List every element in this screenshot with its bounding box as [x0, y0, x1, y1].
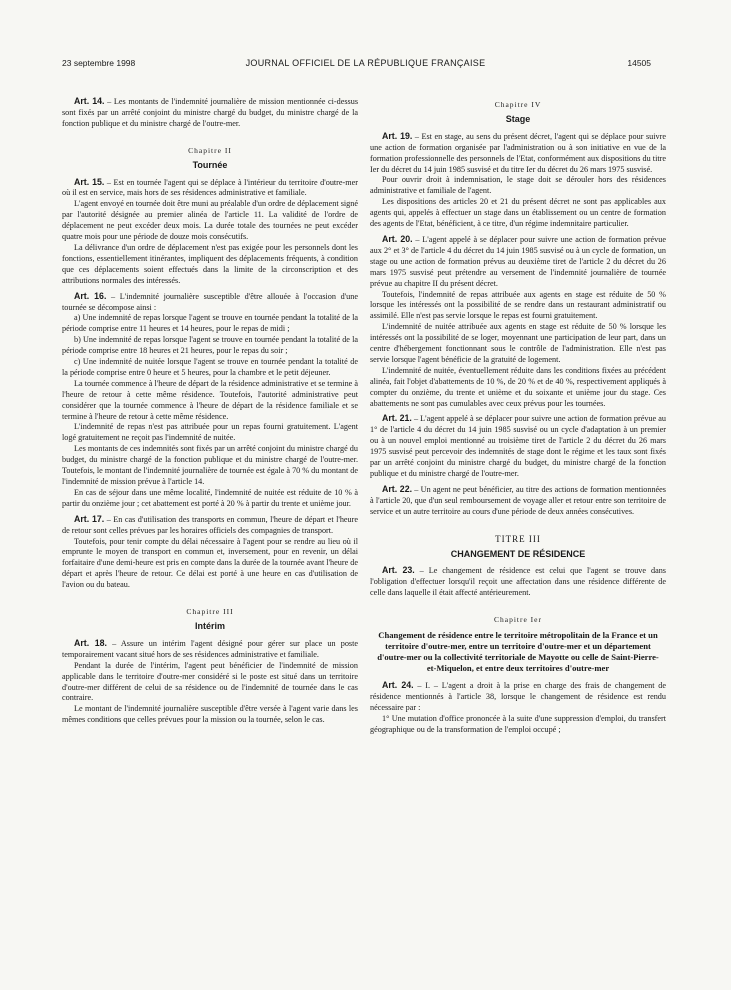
chapter-title: Intérim	[194, 620, 225, 631]
article-text: – L'agent appelé à se déplacer pour suivre une action de formation prévue aux 2° et 3° de l'article 4 du décret du 14 juin 1985 susvisé ou à un cycle de formation, un stage ou une action de formation prévus au deuxième tiret de l'article 2 du décret du 26 mars 1975 susvisé peut prétendre au versement de l'indemnité journalière de tournée prévue au chapitre II du présent décret.	[370, 234, 667, 288]
header-journal-title: JOURNAL OFFICIEL DE LA RÉPUBLIQUE FRANÇAISE	[245, 58, 486, 68]
paragraph: 1° Une mutation d'office prononcée à la suite d'une suppression d'emploi, du transfert géographique ou de la transformation de l'emploi occupé ;	[370, 713, 666, 734]
paragraph: En cas de séjour dans une même localité, l'indemnité de nuitée est réduite de 10 % à partir du onzième jour ; cet abattement est porté à 20 % à partir du trente et unième jour.	[62, 487, 358, 508]
paragraph: L'indemnité de repas n'est pas attribuée pour un repas fourni gratuitement. L'agent logé gratuitement ne reçoit pas l'indemnité de nuitée.	[62, 422, 358, 443]
article-16	[62, 291, 358, 314]
article-19	[370, 131, 666, 176]
paragraph: L'agent envoyé en tournée doit être muni au préalable d'un ordre de déplacement signé par l'autorité désignée au premier alinéa de l'article 11. La validité de l'ordre de déplacement ne peut excéder deux mois. La durée totale des tournées ne peut excéder quatre mois pour une période de douze mois consécutifs.	[62, 199, 358, 242]
chapter-title: Changement de résidence entre le territoire métropolitain de la France et un territoire d'outre-mer, entre un territoire d'outre-mer et un département d'outre-mer ou la collectivité territoriale de Mayotte ou celle de Saint-Pierre-et-Miquelon, et entre deux territoires d'outre-mer	[377, 630, 659, 674]
paragraph: Pour ouvrir droit à indemnisation, le stage doit se dérouler hors des résidences administrative et familiale de l'agent.	[370, 175, 666, 196]
list-item: a) Une indemnité de repas lorsque l'agent se trouve en tournée pendant la totalité de la période comprise entre 11 heures et 14 heures, pour le repas de midi ;	[62, 313, 358, 334]
article-text: – L'agent appelé à se déplacer pour suivre une action de formation prévue au 1° de l'article 4 du décret du 14 juin 1985 susvisé ou un cycle d'adaptation à un premier ou à un nouvel emploi mentionné au troisième tiret de l'article 2 du décret du 26 mars 1975 susvisé peut percevoir des indemnités de stage dont le régime et les taux sont fixés par un arrêté conjoint du ministre chargé du budget, du ministre chargé de la fonction publique et du ministre chargé de l'outre-mer.	[370, 414, 666, 478]
article-text: – L'indemnité journalière susceptible d'être allouée à l'occasion d'une tournée se décompose ainsi :	[62, 291, 358, 312]
article-text: – Assure un intérim l'agent désigné pour gérer sur place un poste temporairement vacant situé hors de ses résidences administrative et familiale.	[62, 638, 359, 659]
article-text: – Le changement de résidence est celui que l'agent se trouve dans l'obligation d'effectuer lorsqu'il reçoit une affectation dans une résidence différente de celle dans laquelle il était affecté antérieurement.	[370, 566, 666, 598]
article-label: Art. 24.	[382, 680, 414, 691]
paragraph: La délivrance d'un ordre de déplacement n'est pas exigée pour les personnels dont les fonctions, essentiellement itinérantes, impliquent des déplacements fréquents, à condition que ces déplacements soient effectués dans la limite de la circonscription et des attributions normales des intéressés.	[62, 242, 358, 285]
header-page-number: 14505	[627, 58, 651, 68]
article-text: – Les montants de l'indemnité journalière de mission mentionnée ci-dessus sont fixés par un arrêté conjoint du ministre chargé du budget, du ministre chargé de la fonction publique et du ministre chargé de l'outre-mer.	[62, 97, 359, 128]
article-label: Art. 23.	[382, 565, 415, 576]
article-label: Art. 22.	[382, 483, 413, 494]
chapter-heading: Chapitre II	[188, 145, 232, 155]
chapter-heading: Chapitre Ier	[493, 615, 543, 625]
article-17	[62, 514, 358, 537]
left-column	[62, 96, 358, 726]
article-text: – Est en tournée l'agent qui se déplace à l'intérieur du territoire d'outre-mer où il est en service, mais hors de ses résidences administrative et familiale.	[62, 177, 358, 198]
right-column	[370, 96, 666, 736]
chapter-title: Stage	[505, 113, 531, 124]
paragraph: La tournée commence à l'heure de départ de la résidence administrative et se termine à l'heure de retour à cette même résidence. Toutefois, l'autorité administrative peut considérer que la tournée commence à l'heure de départ de la résidence familiale et se termine à l'heure de retour à cette même résidence.	[62, 378, 358, 421]
article-text: – Est en stage, au sens du présent décret, l'agent qui se déplace pour suivre une action de formation organisée par l'administration ou à son initiative en vue de la formation professionnelle des personnels de l'Etat, conformément aux dispositions du titre Ier du décret du 14 juin 1985 susvisé et du titre Ier du décret du 26 mars 1975 susvisé.	[370, 131, 666, 174]
article-label: Art. 14.	[74, 96, 105, 106]
article-15	[62, 177, 358, 200]
article-text: – Un agent ne peut bénéficier, au titre des actions de formation mentionnées à l'article 20, que d'un seul remboursement de voyage aller et retour entre son territoire de service et un autre territoire au cours d'une période de deux années consécutives.	[370, 484, 666, 516]
article-18	[62, 638, 358, 661]
article-24	[370, 680, 666, 714]
list-item: c) Une indemnité de nuitée lorsque l'agent se trouve en tournée pendant la totalité de la période comprise entre 0 heure et 5 heures, pour la chambre et le petit déjeuner.	[62, 357, 358, 377]
article-label: Art. 16.	[74, 290, 107, 301]
paragraph: L'indemnité de nuitée attribuée aux agents en stage est réduite de 50 % lorsque les intéressés ont la possibilité de se loger, moyennant une participation de leur part, dans un centre d'hébergement fonctionnant sous le contrôle de l'administration. Elle n'est pas servie lorsque l'agent bénéficie de la gratuité de logement.	[370, 322, 666, 364]
article-text: – I. – L'agent a droit à la prise en charge des frais de changement de résidence mentionnés à l'article 38, lorsque le changement de résidence est rendu nécessaire par :	[370, 681, 666, 712]
paragraph: Toutefois, pour tenir compte du délai nécessaire à l'agent pour se rendre au lieu où il emprunte le moyen de transport en commun et, inversement, pour en revenir, un délai forfaitaire d'une demi-heure est pris en compte dans la durée de la tournée avant l'heure de départ et après l'heure de retour. Ce délai est porté à une heure en cas d'utilisation de l'avion ou du bateau.	[62, 536, 358, 590]
header-date: 23 septembre 1998	[62, 58, 136, 68]
paragraph: L'indemnité de nuitée, éventuellement réduite dans les conditions fixées au précédent alinéa, fait l'objet d'abattements de 10 %, de 20 % et de 40 %, respectivement appliqués à compter du onzième, du trente et unième et du soixante et unième jour du stage. Ces abattements ne sont pas cumulables avec ceux prévus pour les tournées.	[370, 365, 666, 408]
article-label: Art. 17.	[74, 513, 105, 524]
paragraph: Toutefois, l'indemnité de repas attribuée aux agents en stage est réduite de 50 % lorsque les intéressés ont la possibilité de se rendre dans un restaurant administratif ou assimilé. Elle n'est pas servie lorsque le repas est fourni gratuitement.	[370, 289, 666, 321]
paragraph: Le montant de l'indemnité journalière susceptible d'être versée à l'agent varie dans les mêmes conditions que celles prévues pour la mission ou la tournée, selon le cas.	[62, 704, 358, 725]
article-label: Art. 21.	[382, 413, 412, 424]
paragraph: Les dispositions des articles 20 et 21 du présent décret ne sont pas applicables aux agents qui, appelés à effectuer un stage dans un établissement ou un centre de formation des agents de l'Etat, bénéficient, à ce titre, d'un régime indemnitaire particulier.	[370, 197, 666, 229]
chapter-heading: Chapitre IV	[494, 100, 542, 109]
article-text: – En cas d'utilisation des transports en commun, l'heure de départ et l'heure de retour sont celles prévues par les horaires officiels des compagnies de transport.	[62, 514, 358, 535]
paragraph: Les montants de ces indemnités sont fixés par un arrêté conjoint du ministre chargé du budget, du ministre chargé de la fonction publique et du ministre chargé de l'outre-mer. Toutefois, le montant de l'indemnité journalière de tournée est égale à 70 % du montant de l'indemnité de mission prévue à l'article 14.	[62, 444, 359, 486]
titre-title: CHANGEMENT DE RÉSIDENCE	[450, 548, 586, 559]
article-label: Art. 18.	[74, 637, 107, 648]
article-23	[370, 565, 666, 599]
article-22	[370, 484, 666, 518]
article-label: Art. 15.	[74, 176, 105, 187]
article-20	[370, 234, 666, 290]
article-21	[370, 413, 666, 479]
chapter-title: Tournée	[192, 159, 228, 170]
paragraph: Pendant la durée de l'intérim, l'agent peut bénéficier de l'indemnité de mission applicable dans le territoire d'outre-mer considéré si le poste est situé dans un territoire d'outre-mer différent de celui de sa résidence ou de l'indemnité de tournée dans le cas contraire.	[62, 660, 358, 703]
article-14	[62, 96, 358, 130]
list-item: b) Une indemnité de repas lorsque l'agent se trouve en tournée pendant la totalité de la période comprise entre 18 heures et 21 heures, pour le repas du soir ;	[62, 335, 358, 356]
article-label: Art. 20.	[382, 233, 413, 244]
titre-heading: TITRE III	[495, 533, 541, 544]
article-label: Art. 19.	[382, 130, 413, 141]
chapter-heading: Chapitre III	[186, 607, 234, 617]
